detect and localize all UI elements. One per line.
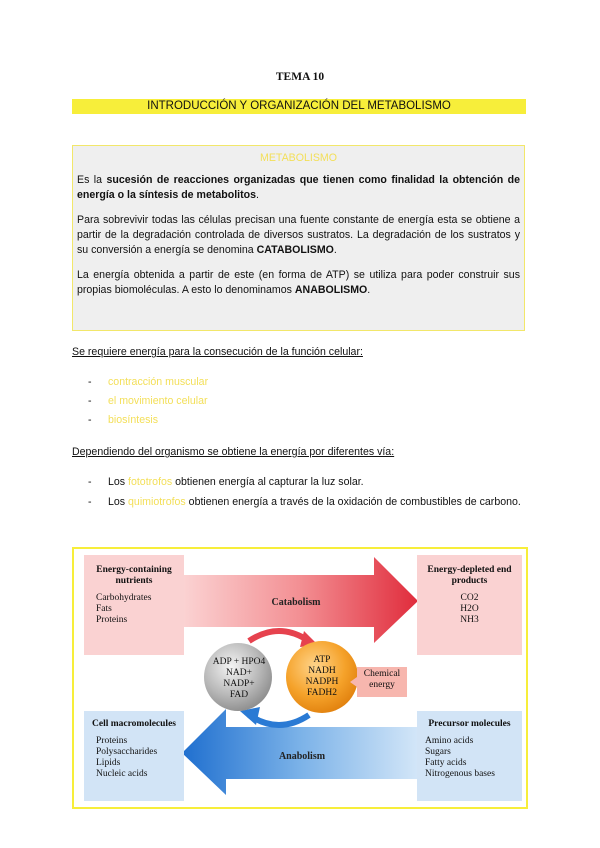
- anabolism-paragraph: La energía obtenida a partir de este (en forma de ATP) se utiliza para poder construir sus propias biomoléculas. A esto lo denominamos ANABOLISMO.: [77, 269, 520, 296]
- metabolism-diagram: [72, 547, 528, 809]
- nutrients-box: Energy-containing nutrients Carbohydrates Fats Proteins: [84, 555, 184, 655]
- end-products-box: Energy-depleted end products CO2 H2O NH3: [417, 555, 522, 655]
- energy-sources-heading: Dependiendo del organismo se obtiene la energía por diferentes vía:: [72, 446, 395, 458]
- precursors-box: Precursor molecules Amino acids Sugars Fatty acids Nitrogenous bases: [417, 711, 522, 801]
- energy-requirement-heading: Se requiere energía para la consecución de la función celular:: [72, 346, 363, 358]
- list-item: - biosíntesis: [88, 414, 159, 426]
- definition-paragraph: Es la sucesión de reacciones organizadas que tienen como finalidad la obtención de energía o la síntesis de metabolitos.: [77, 174, 520, 201]
- cycle-arrow-top: [249, 631, 309, 641]
- macromolecules-box: Cell macromolecules Proteins Polysaccharides Lipids Nucleic acids: [84, 711, 184, 801]
- gray-circle-labels: ADP + HPO4 NAD+ NADP+ FAD: [212, 657, 266, 700]
- orange-circle-labels: ATP NADH NADPH FADH2: [305, 655, 339, 698]
- metabolismo-box: [72, 145, 525, 331]
- list-item: - Los quimiotrofos obtienen energía a través de la oxidación de combustibles de carbono.: [88, 496, 521, 508]
- catabolism-label: Catabolism: [271, 597, 321, 608]
- box-title: METABOLISMO: [260, 152, 337, 164]
- cycle-arrow-bottom: [249, 715, 309, 725]
- list-item: - el movimiento celular: [88, 395, 208, 407]
- energy-uses-list: [88, 373, 208, 430]
- section-subtitle: INTRODUCCIÓN Y ORGANIZACIÓN DEL METABOLISMO: [72, 99, 526, 114]
- anabolism-label: Anabolism: [278, 751, 326, 762]
- list-item: - Los fototrofos obtienen energía al capturar la luz solar.: [88, 476, 364, 488]
- chemical-energy-label: Chemical energy: [363, 669, 401, 690]
- energy-sources-list: [88, 474, 528, 514]
- list-item: - contracción muscular: [88, 376, 209, 388]
- tema-title: TEMA 10: [275, 71, 325, 83]
- catabolism-paragraph: Para sobrevivir todas las células precisan una fuente constante de energía esta se obtiene a partir de la degradación controlada de diversos sustratos. La degradación de los sustratos y su conversión a energía se denomina CATABOLISMO.: [77, 214, 520, 256]
